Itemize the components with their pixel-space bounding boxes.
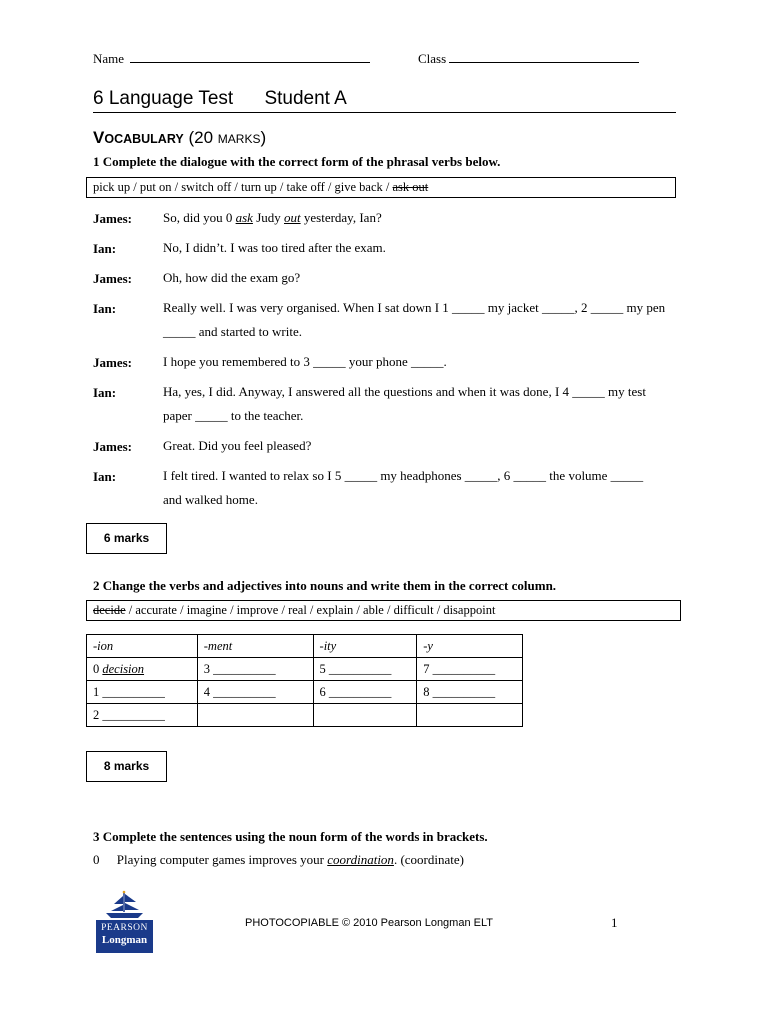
q3-text: . (coordinate) — [393, 852, 464, 867]
dialogue-speaker: James: — [93, 211, 132, 226]
test-title: 6 Language Test — [93, 88, 234, 109]
class-label: Class — [418, 51, 447, 66]
dialogue-text: yesterday, Ian? — [300, 210, 382, 225]
dialogue-speaker: Ian: — [93, 385, 117, 400]
q2-words: / accurate / imagine / improve / real / explain / able / difficult / disappoint — [125, 603, 496, 617]
dialogue-speaker: Ian: — [93, 241, 117, 256]
q1-instruction: 1 Complete the dialogue with the correct form of the phrasal verbs below. — [93, 154, 501, 169]
q2-word-box — [86, 600, 681, 621]
name-blank — [130, 50, 370, 63]
q2-instruction: 2 Change the verbs and adjectives into nouns and write them in the correct column. — [93, 578, 557, 593]
logo-longman-text: Longman — [101, 934, 148, 946]
table-cell — [313, 704, 417, 727]
example-answer-out: out — [284, 210, 301, 225]
section-heading-rest: OCABULARY — [104, 132, 184, 146]
table-cell: 3 __________ — [197, 658, 313, 681]
noun-column-table — [86, 634, 523, 727]
ship-icon — [96, 890, 153, 920]
example-answer-decision: decision — [102, 661, 145, 676]
example-answer-coordination: coordination — [327, 852, 394, 867]
q1-word-box — [86, 177, 676, 198]
table-cell — [87, 658, 198, 681]
table-cell: 7 __________ — [417, 658, 523, 681]
q1-words: pick up / put on / switch off / turn up / take off / give back / — [93, 180, 393, 194]
name-field — [93, 50, 370, 67]
logo-plate — [96, 920, 153, 953]
section-heading — [93, 128, 266, 148]
class-blank — [449, 50, 639, 63]
table-row — [87, 658, 523, 681]
dialogue-line: Oh, how did the exam go? — [163, 270, 301, 285]
dialogue-text: So, did you 0 — [163, 210, 236, 225]
table-cell — [197, 704, 313, 727]
class-field — [418, 50, 639, 67]
table-row — [87, 681, 523, 704]
dialogue-speaker: Ian: — [93, 301, 117, 316]
section-marks-open: (20 — [188, 128, 218, 147]
column-header: -y — [417, 635, 523, 658]
table-header-row — [87, 635, 523, 658]
dialogue-speaker: James: — [93, 439, 132, 454]
dialogue-speaker: Ian: — [93, 469, 117, 484]
column-header: -ion — [87, 635, 198, 658]
page-number: 1 — [611, 915, 618, 930]
q1-struck-word: ask out — [392, 180, 429, 194]
student-label: Student A — [264, 88, 347, 109]
q3-example — [93, 852, 464, 868]
name-label: Name — [93, 51, 125, 66]
example-answer-ask: ask — [235, 210, 253, 225]
dialogue-speaker: James: — [93, 355, 132, 370]
table-cell: 4 __________ — [197, 681, 313, 704]
page-title — [93, 88, 347, 110]
q3-number: 0 — [93, 852, 100, 867]
table-cell: 1 __________ — [87, 681, 198, 704]
pearson-logo — [96, 890, 153, 953]
column-header: -ment — [197, 635, 313, 658]
dialogue-line: Ha, yes, I did. Anyway, I answered all the questions and when it was done, I 4 _____ my test paper _____ to the teacher. — [163, 384, 646, 423]
table-cell: 6 __________ — [313, 681, 417, 704]
dialogue-speaker: James: — [93, 271, 132, 286]
copyright-notice: PHOTOCOPIABLE © 2010 Pearson Longman ELT — [245, 917, 493, 929]
table-cell: 8 __________ — [417, 681, 523, 704]
q2-struck-word: decide — [93, 603, 126, 617]
dialogue-line: Great. Did you feel pleased? — [163, 438, 312, 453]
q3-instruction: 3 Complete the sentences using the noun form of the words in brackets. — [93, 829, 488, 844]
table-cell: 2 __________ — [87, 704, 198, 727]
table-row — [87, 704, 523, 727]
dialogue-line: Really well. I was very organised. When I sat down I 1 _____ my jacket _____, 2 _____ my pen _____ and started to write. — [163, 300, 666, 339]
column-header: -ity — [313, 635, 417, 658]
section-marks-word: MARKS — [217, 132, 261, 146]
dialogue-line — [163, 206, 683, 230]
q1-marks-box: 6 marks — [86, 523, 167, 554]
cell-number: 0 — [93, 661, 103, 676]
q3-text: Playing computer games improves your — [116, 852, 328, 867]
table-cell: 5 __________ — [313, 658, 417, 681]
title-rule — [93, 112, 676, 113]
section-marks-close: ) — [260, 128, 267, 147]
table-cell — [417, 704, 523, 727]
q2-marks-box: 8 marks — [86, 751, 167, 782]
dialogue-line: I felt tired. I wanted to relax so I 5 _____ my headphones _____, 6 _____ the volume _____ and walked home. — [163, 468, 644, 507]
section-heading-initial: V — [93, 128, 105, 147]
dialogue-line: No, I didn’t. I was too tired after the exam. — [163, 240, 386, 255]
logo-pearson-text: PEARSON — [101, 923, 148, 933]
dialogue-text: Judy — [252, 210, 284, 225]
dialogue-line: I hope you remembered to 3 _____ your phone _____. — [163, 354, 447, 369]
